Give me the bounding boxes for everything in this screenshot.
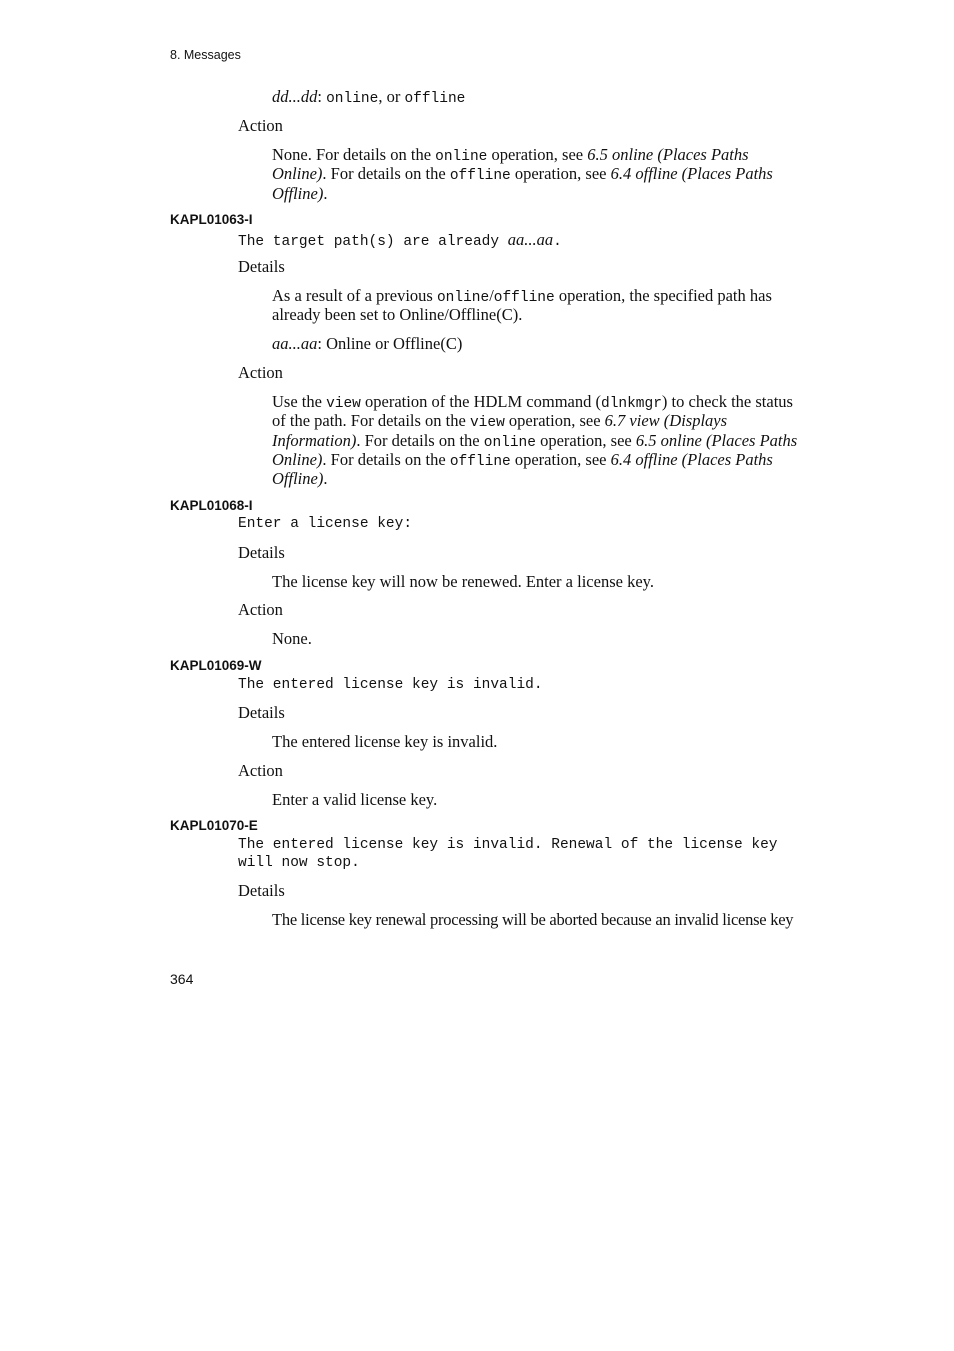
section-heading-details: Details [238, 881, 285, 900]
details-text: The license key will now be renewed. Enter a license key. [272, 572, 654, 591]
message-id: KAPL01070-E [170, 818, 258, 833]
cross-reference: 6.4 offline (Places Paths [610, 449, 773, 469]
message-text: Enter a license key: [238, 516, 413, 532]
running-header: 8. Messages [170, 48, 241, 62]
page-number: 364 [170, 971, 194, 987]
section-heading-action: Action [238, 761, 283, 780]
details-text: The entered license key is invalid. [272, 732, 498, 751]
action-text: Enter a valid license key. [272, 790, 438, 809]
action-paragraph: Use the view operation of the HDLM command (dlnkmgr) to check the status of the path. For details on the view operation, see 6.7 view (Displays Information). For details on the online operation, see 6.5 online (Places Paths Online). For details on the offline operation, see 6.4 offline (Places Paths Offline). [272, 392, 798, 489]
section-heading-details: Details [238, 543, 285, 562]
intro-variable-line: dd...dd: online, or offline [272, 87, 466, 107]
cross-reference: 6.5 online (Places Paths [635, 430, 798, 450]
section-heading-action: Action [238, 363, 283, 382]
section-heading-details: Details [238, 703, 285, 722]
message-text: The entered license key is invalid. [238, 677, 543, 693]
message-id: KAPL01068-I [170, 498, 253, 513]
section-heading-details: Details [238, 257, 285, 276]
intro-action-paragraph: None. For details on the online operation, see 6.5 online (Places Paths Online). For details on the offline operation, see 6.4 offline (Places Paths Offline). [272, 145, 773, 203]
cross-reference: 6.5 online (Places Paths [587, 145, 749, 164]
details-paragraph: As a result of a previous online/offline operation, the specified path has already been set to Online/Offline(C). [272, 286, 772, 325]
message-id: KAPL01069-W [170, 658, 262, 673]
variable-name: dd...dd [272, 87, 318, 106]
section-heading-action: Action [238, 116, 283, 135]
details-text: The license key renewal processing will be aborted because an invalid license key [272, 910, 794, 929]
message-text: The target path(s) are already aa...aa. [238, 230, 562, 250]
action-text: None. [272, 629, 312, 648]
section-heading-action: Action [238, 600, 283, 619]
cross-reference: 6.7 view (Displays [604, 411, 728, 431]
details-variable-line: aa...aa: Online or Offline(C) [272, 334, 463, 353]
message-id: KAPL01063-I [170, 212, 253, 227]
message-text-line-2: will now stop. [238, 855, 360, 871]
cross-reference: 6.4 offline (Places Paths [610, 164, 773, 184]
message-text-line-1: The entered license key is invalid. Renewal of the license key [238, 837, 778, 853]
